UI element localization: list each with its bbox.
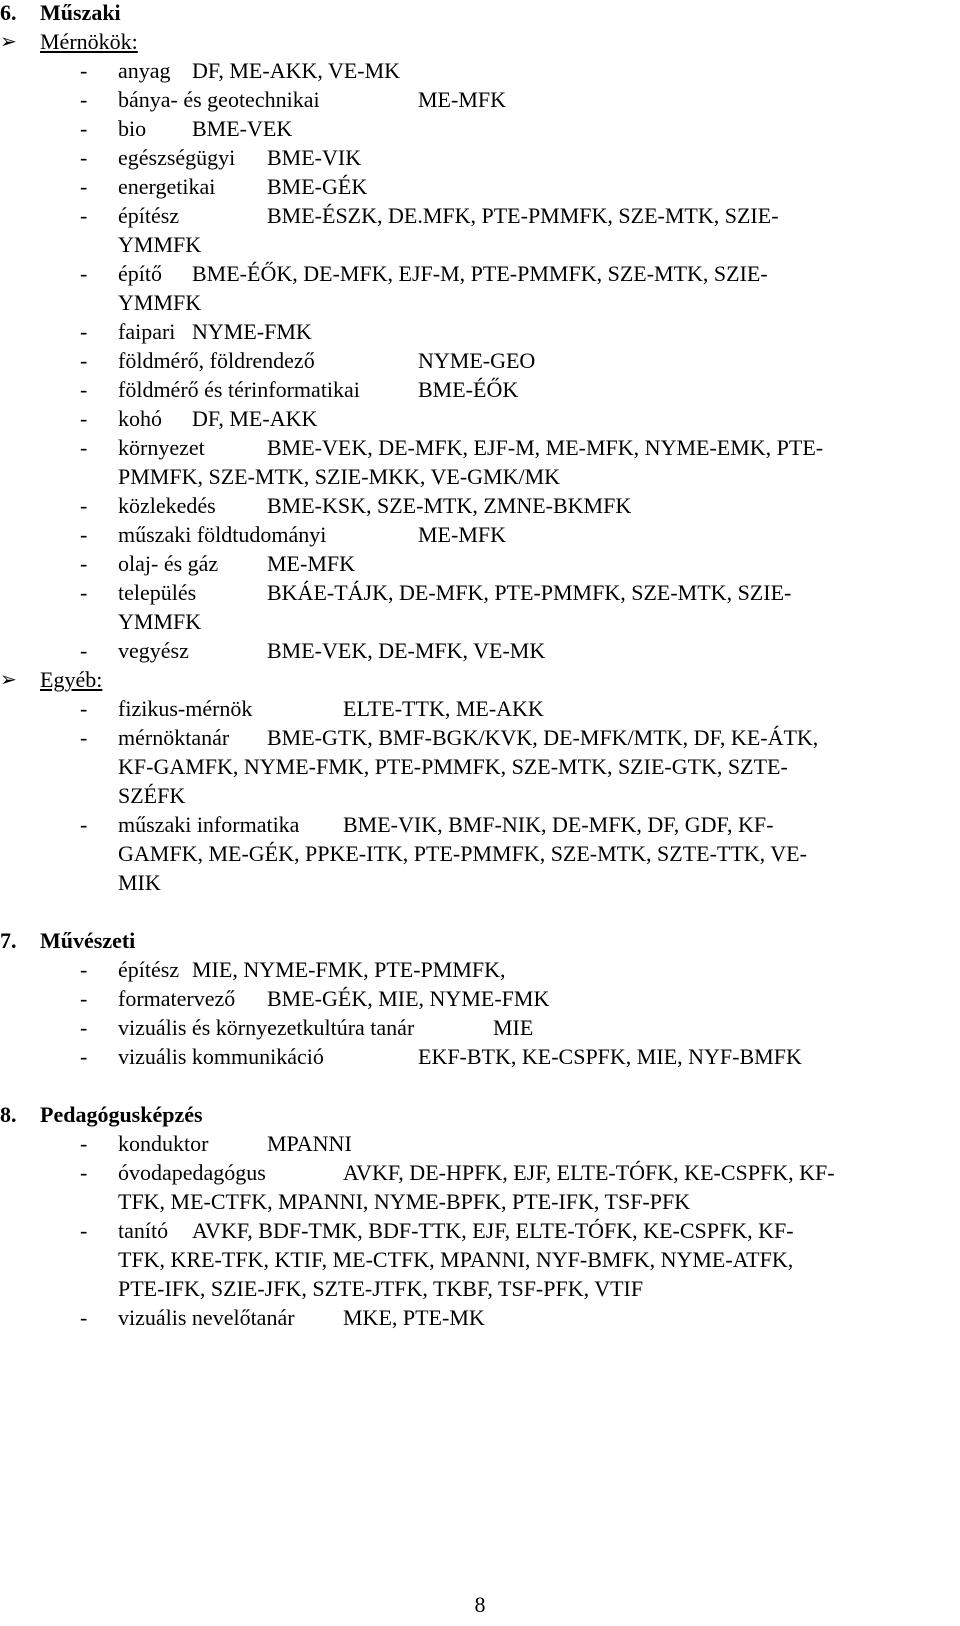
section-title: Műszaki — [40, 0, 121, 25]
list-dash: - — [80, 435, 88, 460]
item-institutions: BKÁE-TÁJK, DE-MFK, PTE-PMMFK, SZE-MTK, SZIE- — [267, 580, 792, 605]
item-continuation: TFK, ME-CTFK, MPANNI, NYME-BPFK, PTE-IFK, TSF-PFK — [118, 1189, 691, 1214]
list-dash: - — [80, 493, 88, 518]
item-institutions: DF, ME-AKK, VE-MK — [192, 58, 401, 83]
section-number: 8. — [0, 1102, 17, 1127]
item-continuation: PTE-IFK, SZIE-JFK, SZTE-JTFK, TKBF, TSF-PFK, VTIF — [118, 1276, 644, 1301]
item-institutions: BME-GTK, BMF-BGK/KVK, DE-MFK/MTK, DF, KE-ÁTK, — [267, 725, 819, 750]
item-continuation: MIK — [118, 870, 161, 895]
item-institutions: ELTE-TTK, ME-AKK — [343, 696, 544, 721]
item-institutions: BME-GÉK, MIE, NYME-FMK — [267, 986, 550, 1011]
item-name: vizuális nevelőtanár — [118, 1305, 295, 1330]
item-name: olaj- és gáz — [118, 551, 219, 576]
list-dash: - — [80, 203, 88, 228]
item-name: környezet — [118, 435, 205, 460]
list-dash: - — [80, 986, 88, 1011]
list-dash: - — [80, 957, 88, 982]
item-institutions: ME-MFK — [418, 522, 507, 547]
item-continuation: YMMFK — [118, 290, 202, 315]
section-title: Művészeti — [40, 928, 136, 953]
list-dash: - — [80, 725, 88, 750]
list-dash: - — [80, 116, 88, 141]
item-institutions: MKE, PTE-MK — [343, 1305, 485, 1330]
list-dash: - — [80, 812, 88, 837]
item-institutions: MIE — [493, 1015, 534, 1040]
list-dash: - — [80, 174, 88, 199]
item-institutions: ME-MFK — [418, 87, 507, 112]
item-institutions: NYME-FMK — [192, 319, 312, 344]
list-dash: - — [80, 638, 88, 663]
item-name: földmérő és térinformatikai — [118, 377, 360, 402]
item-institutions: ME-MFK — [267, 551, 356, 576]
item-name: bánya- és geotechnikai — [118, 87, 320, 112]
item-institutions: BME-VEK, DE-MFK, EJF-M, ME-MFK, NYME-EMK, PTE- — [267, 435, 824, 460]
item-continuation: PMMFK, SZE-MTK, SZIE-MKK, VE-GMK/MK — [118, 464, 561, 489]
item-name: konduktor — [118, 1131, 209, 1156]
subsection-heading — [0, 29, 138, 55]
item-name: kohó — [118, 406, 162, 431]
item-name: egészségügyi — [118, 145, 236, 170]
item-name: közlekedés — [118, 493, 216, 518]
item-institutions: BME-VIK, BMF-NIK, DE-MFK, DF, GDF, KF- — [343, 812, 774, 837]
list-dash: - — [80, 319, 88, 344]
item-name: faipari — [118, 319, 176, 344]
item-institutions: BME-VIK — [267, 145, 362, 170]
item-name: vegyész — [118, 638, 189, 663]
section-heading — [0, 0, 121, 26]
item-institutions: NYME-GEO — [418, 348, 536, 373]
item-name: műszaki földtudományi — [118, 522, 327, 547]
list-dash: - — [80, 261, 88, 286]
subsection-heading — [0, 667, 102, 693]
item-institutions: MIE, NYME-FMK, PTE-PMMFK, — [192, 957, 506, 982]
item-name: építő — [118, 261, 162, 286]
item-name: földmérő, földrendező — [118, 348, 315, 373]
item-name: vizuális kommunikáció — [118, 1044, 324, 1069]
section-heading — [0, 1102, 203, 1128]
item-institutions: BME-KSK, SZE-MTK, ZMNE-BKMFK — [267, 493, 632, 518]
item-continuation: KF-GAMFK, NYME-FMK, PTE-PMMFK, SZE-MTK, SZIE-GTK, SZTE- — [118, 754, 788, 779]
page-number: 8 — [474, 1592, 486, 1617]
item-name: tanító — [118, 1218, 169, 1243]
arrow-bullet-icon: ➢ — [0, 31, 17, 53]
item-institutions: DF, ME-AKK — [192, 406, 318, 431]
list-dash: - — [80, 377, 88, 402]
item-name: műszaki informatika — [118, 812, 300, 837]
item-name: formatervező — [118, 986, 236, 1011]
list-dash: - — [80, 551, 88, 576]
item-name: vizuális és környezetkultúra tanár — [118, 1015, 415, 1040]
item-continuation: GAMFK, ME-GÉK, PPKE-ITK, PTE-PMMFK, SZE-MTK, SZTE-TTK, VE- — [118, 841, 807, 866]
item-institutions: BME-VEK — [192, 116, 293, 141]
arrow-bullet-icon: ➢ — [0, 669, 17, 691]
item-name: fizikus-mérnök — [118, 696, 253, 721]
item-continuation: YMMFK — [118, 609, 202, 634]
item-continuation: SZÉFK — [118, 783, 186, 808]
item-institutions: BME-ÉŐK — [418, 377, 519, 402]
item-name: építész — [118, 957, 180, 982]
list-dash: - — [80, 1131, 88, 1156]
list-dash: - — [80, 1305, 88, 1330]
item-institutions: BME-ÉSZK, DE.MFK, PTE-PMMFK, SZE-MTK, SZIE- — [267, 203, 779, 228]
list-dash: - — [80, 1218, 88, 1243]
item-name: mérnöktanár — [118, 725, 230, 750]
item-institutions: MPANNI — [267, 1131, 352, 1156]
item-institutions: BME-GÉK — [267, 174, 368, 199]
list-dash: - — [80, 348, 88, 373]
item-institutions: AVKF, DE-HPFK, EJF, ELTE-TÓFK, KE-CSPFK, KF- — [343, 1160, 835, 1185]
section-heading — [0, 928, 135, 954]
item-name: energetikai — [118, 174, 216, 199]
section-number: 6. — [0, 0, 17, 25]
list-dash: - — [80, 58, 88, 83]
list-dash: - — [80, 1160, 88, 1185]
subsection-label: Mérnökök: — [40, 29, 138, 54]
list-dash: - — [80, 406, 88, 431]
list-dash: - — [80, 522, 88, 547]
list-dash: - — [80, 1044, 88, 1069]
section-title: Pedagógusképzés — [40, 1102, 203, 1127]
list-dash: - — [80, 87, 88, 112]
list-dash: - — [80, 580, 88, 605]
item-continuation: YMMFK — [118, 232, 202, 257]
item-name: anyag — [118, 58, 171, 83]
list-dash: - — [80, 696, 88, 721]
item-name: bio — [118, 116, 147, 141]
list-dash: - — [80, 145, 88, 170]
item-institutions: BME-VEK, DE-MFK, VE-MK — [267, 638, 546, 663]
item-institutions: EKF-BTK, KE-CSPFK, MIE, NYF-BMFK — [418, 1044, 802, 1069]
subsection-label: Egyéb: — [40, 667, 103, 692]
item-name: település — [118, 580, 197, 605]
item-name: építész — [118, 203, 180, 228]
section-number: 7. — [0, 928, 17, 953]
list-dash: - — [80, 1015, 88, 1040]
item-institutions: BME-ÉŐK, DE-MFK, EJF-M, PTE-PMMFK, SZE-MTK, SZIE- — [192, 261, 768, 286]
item-institutions: AVKF, BDF-TMK, BDF-TTK, EJF, ELTE-TÓFK, KE-CSPFK, KF- — [192, 1218, 794, 1243]
item-continuation: TFK, KRE-TFK, KTIF, ME-CTFK, MPANNI, NYF-BMFK, NYME-ATFK, — [118, 1247, 794, 1272]
item-name: óvodapedagógus — [118, 1160, 266, 1185]
